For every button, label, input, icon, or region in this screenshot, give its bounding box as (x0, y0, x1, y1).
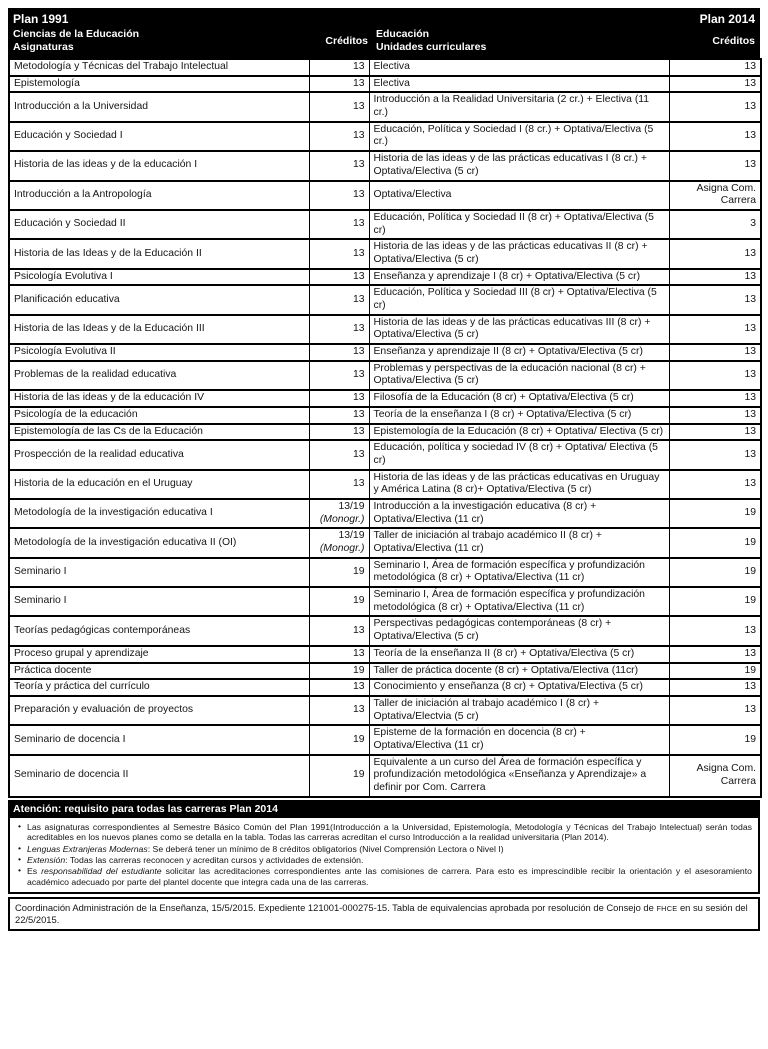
note-text: Es (27, 866, 42, 877)
creditos-1991-value: 13 (352, 647, 365, 659)
creditos-1991-value: 13 (352, 247, 365, 259)
cell-asignatura: Teorías pedagógicas contemporáneas (9, 616, 309, 645)
equivalence-table (8, 58, 762, 798)
cell-creditos-1991 (309, 696, 369, 725)
cell-creditos-2014: 13 (669, 616, 761, 645)
cell-creditos-1991 (309, 725, 369, 754)
cell-creditos-1991 (309, 269, 369, 286)
creditos-1991-value: 19 (352, 595, 365, 607)
plan-2014-label: Plan 2014 (699, 12, 755, 26)
column-header-asignaturas-line2: Asignaturas (13, 41, 74, 53)
table-row (9, 755, 761, 797)
table-row (9, 587, 761, 616)
table-row (9, 361, 761, 390)
cell-asignatura: Epistemología (9, 76, 309, 93)
table-row (9, 285, 761, 314)
table-row (9, 470, 761, 499)
cell-unidad-curricular: Introducción a la investigación educativa (8 cr) + Optativa/Electiva (11 cr) (369, 499, 669, 528)
cell-creditos-2014: 13 (669, 269, 761, 286)
cell-asignatura: Planificación educativa (9, 285, 309, 314)
table-header (8, 8, 760, 58)
cell-creditos-1991 (309, 59, 369, 76)
cell-creditos-2014: 13 (669, 440, 761, 469)
cell-unidad-curricular: Teoría de la enseñanza I (8 cr) + Optativa/Electiva (5 cr) (369, 407, 669, 424)
cell-creditos-1991 (309, 587, 369, 616)
cell-unidad-curricular: Filosofía de la Educación (8 cr) + Optativa/Electiva (5 cr) (369, 390, 669, 407)
cell-unidad-curricular: Seminario I, Área de formación específica y profundización metodológica (8 cr) + Optativa/Electiva (11 cr) (369, 587, 669, 616)
cell-creditos-2014: Asigna Com. Carrera (669, 755, 761, 797)
cell-creditos-2014: 13 (669, 59, 761, 76)
table-row (9, 663, 761, 680)
creditos-1991-value: 13 (352, 408, 365, 420)
cell-creditos-1991 (309, 344, 369, 361)
column-header-unidades (368, 28, 668, 54)
cell-creditos-1991 (309, 92, 369, 121)
cell-asignatura: Práctica docente (9, 663, 309, 680)
table-row (9, 390, 761, 407)
column-header-unidades-line1: Educación (376, 28, 430, 40)
note-rest-text: : Todas las carreras reconocen y acreditan cursos y actividades de extensión. (65, 855, 364, 865)
note-italic-text: Lenguas Extranjeras Modernas (27, 843, 148, 854)
cell-creditos-2014: 13 (669, 285, 761, 314)
cell-unidad-curricular: Perspectivas pedagógicas contemporáneas (8 cr) + Optativa/Electiva (5 cr) (369, 616, 669, 645)
cell-unidad-curricular: Educación, política y sociedad IV (8 cr) + Optativa/ Electiva (5 cr) (369, 440, 669, 469)
cell-unidad-curricular: Teoría de la enseñanza II (8 cr) + Optativa/Electiva (5 cr) (369, 646, 669, 663)
note-rest-text: : Se deberá tener un mínimo de 8 créditos obligatorios (Nivel Comprensión Lectora o Nivel I) (147, 843, 504, 854)
cell-unidad-curricular: Taller de iniciación al trabajo académico II (8 cr) + Optativa/Electiva (11 cr) (369, 528, 669, 557)
creditos-1991-value: 13 (352, 392, 365, 404)
cell-creditos-2014: 13 (669, 646, 761, 663)
cell-unidad-curricular: Episteme de la formación en docencia (8 cr) + Optativa/Electiva (11 cr) (369, 725, 669, 754)
cell-unidad-curricular: Conocimiento y enseñanza (8 cr) + Optativa/Electiva (5 cr) (369, 679, 669, 696)
attention-bar: Atención: requisito para todas las carreras Plan 2014 (8, 800, 760, 818)
cell-creditos-2014: 19 (669, 528, 761, 557)
table-row (9, 315, 761, 344)
column-header-asignaturas-line1: Ciencias de la Educación (13, 28, 140, 40)
note-item (27, 866, 752, 887)
cell-creditos-1991 (309, 616, 369, 645)
creditos-1991-value: 19 (352, 769, 365, 781)
cell-creditos-1991 (309, 407, 369, 424)
table-row (9, 344, 761, 361)
cell-unidad-curricular: Historia de las ideas y de las prácticas educativas II (8 cr) + Optativa/Electiva (5 cr) (369, 239, 669, 268)
table-row (9, 646, 761, 663)
table-row (9, 696, 761, 725)
creditos-1991-value: 13 (352, 323, 365, 335)
cell-creditos-2014: 13 (669, 696, 761, 725)
table-row (9, 210, 761, 239)
table-row (9, 181, 761, 210)
creditos-1991-value: 13 (352, 159, 365, 171)
cell-unidad-curricular: Educación, Política y Sociedad I (8 cr.) + Optativa/Electiva (5 cr.) (369, 122, 669, 151)
cell-creditos-2014: 13 (669, 390, 761, 407)
cell-creditos-2014: 3 (669, 210, 761, 239)
creditos-1991-value: 13 (352, 346, 365, 358)
table-row (9, 239, 761, 268)
footer-text-after: en su sesión del 22/5/2015. (15, 902, 748, 926)
plan-1991-label: Plan 1991 (13, 12, 69, 26)
cell-creditos-1991 (309, 239, 369, 268)
cell-creditos-2014: 13 (669, 470, 761, 499)
cell-creditos-2014: 13 (669, 239, 761, 268)
plan-title-row (8, 8, 760, 26)
cell-asignatura: Metodología y Técnicas del Trabajo Intelectual (9, 59, 309, 76)
notes-list (14, 822, 752, 888)
creditos-1991-value: 13/19 (338, 500, 365, 512)
table-row (9, 558, 761, 587)
cell-creditos-2014: 13 (669, 407, 761, 424)
table-row (9, 407, 761, 424)
creditos-1991-value: 13 (352, 218, 365, 230)
cell-unidad-curricular: Educación, Política y Sociedad II (8 cr) + Optativa/Electiva (5 cr) (369, 210, 669, 239)
cell-creditos-1991 (309, 76, 369, 93)
table-row (9, 424, 761, 441)
table-row (9, 269, 761, 286)
creditos-1991-value: 13 (352, 624, 365, 636)
cell-asignatura: Seminario I (9, 587, 309, 616)
cell-asignatura: Proceso grupal y aprendizaje (9, 646, 309, 663)
cell-asignatura: Psicología Evolutiva I (9, 269, 309, 286)
cell-creditos-2014: 13 (669, 424, 761, 441)
cell-asignatura: Historia de las ideas y de la educación IV (9, 390, 309, 407)
column-header-row (8, 26, 760, 58)
cell-asignatura: Seminario I (9, 558, 309, 587)
cell-creditos-2014: 13 (669, 679, 761, 696)
creditos-1991-note: (Monogr.) (319, 513, 365, 525)
note-item (27, 822, 752, 843)
table-row (9, 59, 761, 76)
cell-unidad-curricular: Educación, Política y Sociedad III (8 cr) + Optativa/Electiva (5 cr) (369, 285, 669, 314)
column-header-creditos-2014: Créditos (712, 34, 755, 47)
cell-asignatura: Metodología de la investigación educativa I (9, 499, 309, 528)
creditos-1991-value: 13 (352, 188, 365, 200)
cell-creditos-2014: 13 (669, 76, 761, 93)
cell-unidad-curricular: Historia de las ideas y de las prácticas educativas III (8 cr) + Optativa/Electiva (5 cr) (369, 315, 669, 344)
cell-asignatura: Historia de las ideas y de la educación I (9, 151, 309, 180)
cell-creditos-2014: 19 (669, 663, 761, 680)
column-header-asignaturas (13, 28, 304, 54)
cell-creditos-1991 (309, 181, 369, 210)
creditos-1991-value: 13 (352, 477, 365, 489)
cell-creditos-1991 (309, 528, 369, 557)
cell-asignatura: Preparación y evaluación de proyectos (9, 696, 309, 725)
note-italic-text: responsabilidad del estudiante (41, 866, 162, 877)
creditos-1991-value: 13 (352, 425, 365, 437)
footer-acronym: FHCE (656, 904, 678, 914)
cell-creditos-1991 (309, 285, 369, 314)
cell-asignatura: Seminario de docencia II (9, 755, 309, 797)
cell-creditos-2014: 13 (669, 92, 761, 121)
cell-creditos-2014: 13 (669, 315, 761, 344)
cell-creditos-1991 (309, 470, 369, 499)
cell-unidad-curricular: Taller de práctica docente (8 cr) + Optativa/Electiva (11cr) (369, 663, 669, 680)
cell-unidad-curricular: Optativa/Electiva (369, 181, 669, 210)
cell-asignatura: Psicología Evolutiva II (9, 344, 309, 361)
note-item (27, 855, 752, 865)
cell-unidad-curricular: Enseñanza y aprendizaje I (8 cr) + Optativa/Electiva (5 cr) (369, 269, 669, 286)
cell-asignatura: Introducción a la Universidad (9, 92, 309, 121)
cell-asignatura: Epistemología de las Cs de la Educación (9, 424, 309, 441)
table-row (9, 528, 761, 557)
column-header-unidades-line2: Unidades curriculares (376, 41, 487, 53)
cell-creditos-1991 (309, 679, 369, 696)
notes-box (8, 818, 760, 895)
cell-asignatura: Introducción a la Antropología (9, 181, 309, 210)
cell-unidad-curricular: Electiva (369, 59, 669, 76)
creditos-1991-value: 13 (352, 293, 365, 305)
creditos-1991-value: 19 (352, 566, 365, 578)
cell-unidad-curricular: Taller de iniciación al trabajo académico I (8 cr) + Optativa/Electvia (5 cr) (369, 696, 669, 725)
cell-asignatura: Teoría y práctica del currículo (9, 679, 309, 696)
creditos-1991-value: 13 (352, 61, 365, 72)
cell-creditos-1991 (309, 499, 369, 528)
cell-creditos-1991 (309, 151, 369, 180)
cell-asignatura: Historia de la educación en el Uruguay (9, 470, 309, 499)
cell-creditos-2014: 19 (669, 725, 761, 754)
note-item (27, 844, 752, 854)
cell-creditos-1991 (309, 755, 369, 797)
table-row (9, 122, 761, 151)
cell-unidad-curricular: Historia de las ideas y de las prácticas educativas I (8 cr.) + Optativa/Electiva (5 cr) (369, 151, 669, 180)
cell-creditos-1991 (309, 390, 369, 407)
cell-creditos-2014: Asigna Com. Carrera (669, 181, 761, 210)
creditos-1991-value: 19 (352, 664, 365, 676)
creditos-1991-value: 13 (352, 270, 365, 282)
cell-asignatura: Historia de las Ideas y de la Educación II (9, 239, 309, 268)
cell-creditos-2014: 19 (669, 587, 761, 616)
cell-asignatura: Historia de las Ideas y de la Educación III (9, 315, 309, 344)
cell-asignatura: Seminario de docencia I (9, 725, 309, 754)
cell-unidad-curricular: Seminario I, Área de formación específica y profundización metodológica (8 cr) + Optativa/Electiva (11 cr) (369, 558, 669, 587)
cell-asignatura: Prospección de la realidad educativa (9, 440, 309, 469)
creditos-1991-value: 13 (352, 369, 365, 381)
cell-creditos-2014: 13 (669, 361, 761, 390)
table-row (9, 725, 761, 754)
column-header-creditos-1991: Créditos (325, 34, 368, 47)
table-row (9, 151, 761, 180)
cell-creditos-2014: 19 (669, 558, 761, 587)
note-text: Las asignaturas correspondientes al Semestre Básico Común del Plan 1991(Introducción a la Universidad, Epistemología, Metodología y Técnicas del Trabajo Intelectual) serán todas acreditables en los nuevos planes como se detalla en la tabla. Todas las carreras acreditan el curso Introducción a la realidad universitaria (Plan 2014). (27, 821, 752, 843)
table-row (9, 440, 761, 469)
cell-asignatura: Educación y Sociedad II (9, 210, 309, 239)
cell-creditos-2014: 19 (669, 499, 761, 528)
creditos-1991-value: 13 (352, 704, 365, 716)
creditos-1991-value: 19 (352, 733, 365, 745)
cell-unidad-curricular: Enseñanza y aprendizaje II (8 cr) + Optativa/Electiva (5 cr) (369, 344, 669, 361)
cell-creditos-1991 (309, 315, 369, 344)
creditos-1991-value: 13 (352, 681, 365, 693)
cell-unidad-curricular: Problemas y perspectivas de la educación nacional (8 cr) + Optativa/Electiva (5 cr) (369, 361, 669, 390)
cell-creditos-2014: 13 (669, 122, 761, 151)
cell-asignatura: Psicología de la educación (9, 407, 309, 424)
cell-creditos-1991 (309, 361, 369, 390)
cell-asignatura: Educación y Sociedad I (9, 122, 309, 151)
table-row (9, 679, 761, 696)
cell-asignatura: Metodología de la investigación educativa II (OI) (9, 528, 309, 557)
cell-creditos-1991 (309, 646, 369, 663)
creditos-1991-value: 13 (352, 448, 365, 460)
footer-text: Coordinación Administración de la Enseñanza, 15/5/2015. Expediente 121001-000275-15. Tabla de equivalencias aprobada por resolución de Consejo de (15, 902, 657, 914)
cell-creditos-1991 (309, 440, 369, 469)
note-italic-text: Extensión (27, 855, 66, 865)
cell-unidad-curricular: Historia de las ideas y de las prácticas educativas en Uruguay y América Latina (8 cr)+ Optativa/Electiva (5 cr) (369, 470, 669, 499)
cell-creditos-1991 (309, 424, 369, 441)
creditos-1991-value: 13 (352, 77, 365, 89)
table-row (9, 92, 761, 121)
cell-asignatura: Problemas de la realidad educativa (9, 361, 309, 390)
table-row (9, 499, 761, 528)
cell-unidad-curricular: Epistemología de la Educación (8 cr) + Optativa/ Electiva (5 cr) (369, 424, 669, 441)
footer-box (8, 897, 760, 931)
cell-creditos-1991 (309, 663, 369, 680)
creditos-1991-value: 13 (352, 100, 365, 112)
cell-unidad-curricular: Electiva (369, 76, 669, 93)
table-row (9, 616, 761, 645)
cell-unidad-curricular: Introducción a la Realidad Universitaria (2 cr.) + Electiva (11 cr.) (369, 92, 669, 121)
creditos-1991-note: (Monogr.) (319, 543, 365, 554)
cell-creditos-1991 (309, 558, 369, 587)
note-rest-text: solicitar las acreditaciones correspondientes ante las comisiones de carrera. Para esto es imprescindible recibir la orientación y el asesoramiento académico adecuado por parte del plantel docente que integra cada una de las carreras. (27, 866, 752, 887)
creditos-1991-value: 13/19 (338, 530, 365, 542)
cell-creditos-1991 (309, 122, 369, 151)
table-row (9, 76, 761, 93)
cell-creditos-2014: 13 (669, 344, 761, 361)
cell-creditos-2014: 13 (669, 151, 761, 180)
cell-unidad-curricular: Equivalente a un curso del Área de formación específica y profundización metodológica «Enseñanza y Aprendizaje» a definir por Com. Carrera (369, 755, 669, 797)
creditos-1991-value: 13 (352, 130, 365, 142)
cell-creditos-1991 (309, 210, 369, 239)
equivalence-table-body (9, 59, 761, 797)
